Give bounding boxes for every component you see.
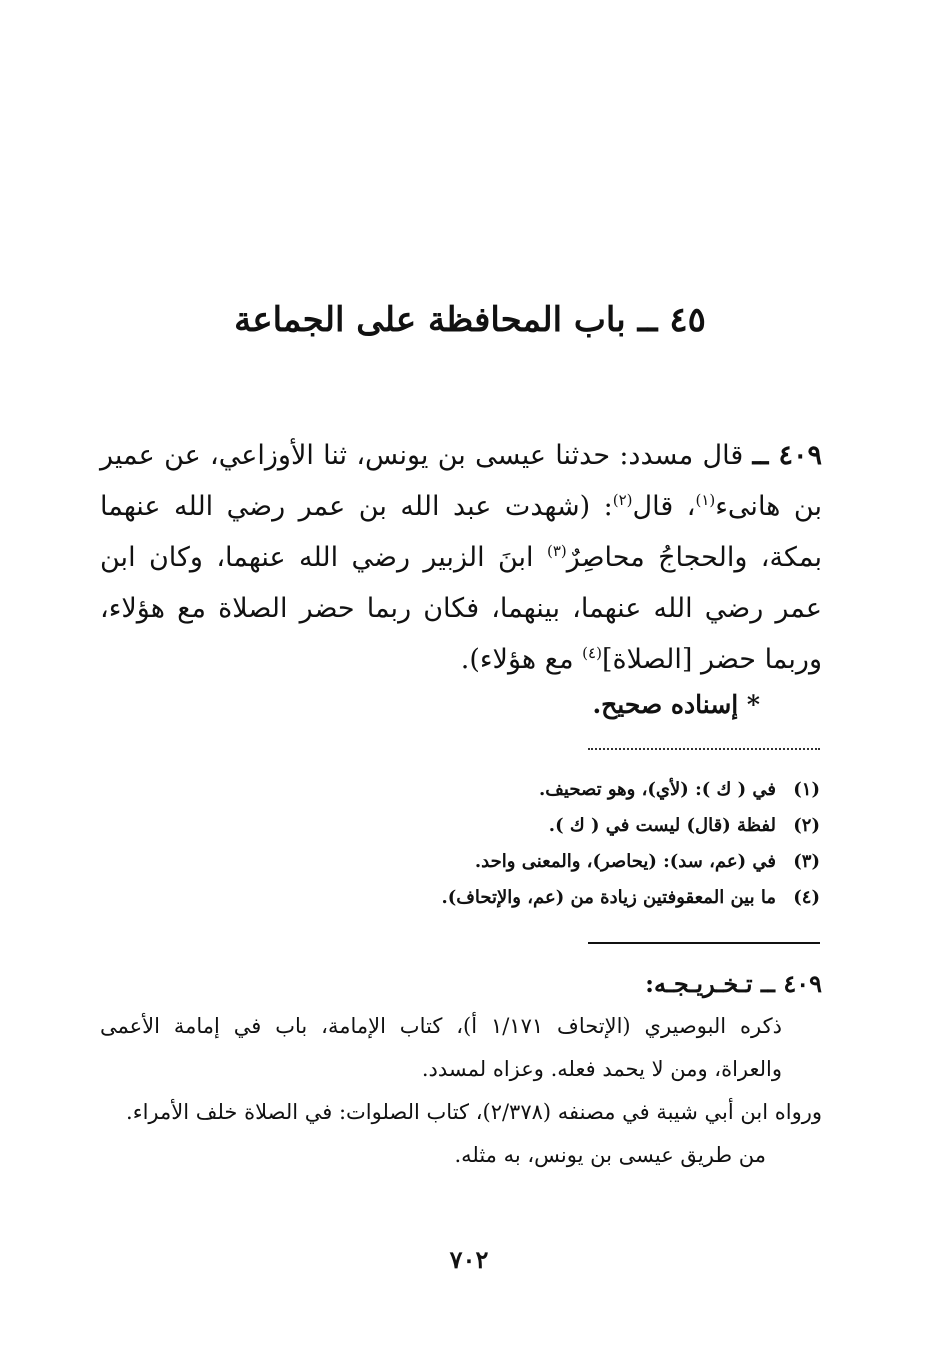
footnote-number: (٣) [793,851,820,872]
chapter-title: ٤٥ ــ باب المحافظة على الجماعة [234,300,706,340]
footnote-marker[interactable]: (٤) [582,644,602,662]
hadith-text [100,430,822,685]
footnote-item [200,808,820,844]
hadith-text-part: : (شهدت عبد الله بن عمر رضي الله عنهما بمكة، والحجاجُ محاصِرٌ [100,491,822,573]
hadith-text-part: ، قال [632,491,696,522]
hadith-number: ٤٠٩ ــ [752,440,822,471]
dotted-separator [588,748,820,750]
hadith-text-part: قال مسدد: حدثنا عيسى بن يونس، ثنا الأوزاعي، عن عمير بن هانىء [100,440,822,522]
footnote-marker[interactable]: (١) [695,491,716,509]
hadith-text-part: ابنَ الزبير رضي الله عنهما، وكان ابن عمر رضي الله عنهما، بينهما، فكان ربما حضر الصلاة مع هؤلاء، وربما حضر [الصلاة] [100,542,822,675]
takhrij-paragraph: ورواه ابن أبي شيبة في مصنفه (٢/٣٧٨)، كتاب الصلوات: في الصلاة خلف الأمراء. [126,1100,822,1124]
footnotes-list [200,772,820,916]
takhrij-paragraph: من طريق عيسى بن يونس، به مثله. [454,1143,766,1167]
footnote-text: في (عم، سد): (يحاصر)، والمعنى واحد. [474,851,776,872]
footnote-item [200,772,820,808]
footnote-text: لفظة (قال) ليست في ( ك ). [548,815,776,836]
footnote-text: في ( ك ): (لأي)، وهو تصحيف. [539,779,776,800]
chain-grade: * إسناده صحيح. [592,690,760,719]
section-rule [588,942,820,944]
takhrij-section [100,962,822,1177]
footnote-text: ما بين المعقوفتين زيادة من (عم، والإتحاف). [441,887,776,908]
takhrij-paragraph: ذكره البوصيري (الإتحاف ١/١٧١ أ)، كتاب الإمامة، باب في إمامة الأعمى والعراة، ومن لا يحمد فعله. وعزاه لمسدد. [100,1014,782,1081]
footnote-marker[interactable]: (٣) [546,542,567,560]
footnote-number: (١) [793,779,820,800]
footnote-item [200,880,820,916]
hadith-text-part: مع هؤلاء). [460,644,583,675]
footnote-item [200,844,820,880]
footnote-number: (٢) [793,815,820,836]
page-number: ٧٠٢ [449,1245,489,1274]
footnote-number: (٤) [793,887,820,908]
footnote-marker[interactable]: (٢) [612,491,633,509]
takhrij-heading: ٤٠٩ ــ تـخـريـجـه: [645,969,822,998]
